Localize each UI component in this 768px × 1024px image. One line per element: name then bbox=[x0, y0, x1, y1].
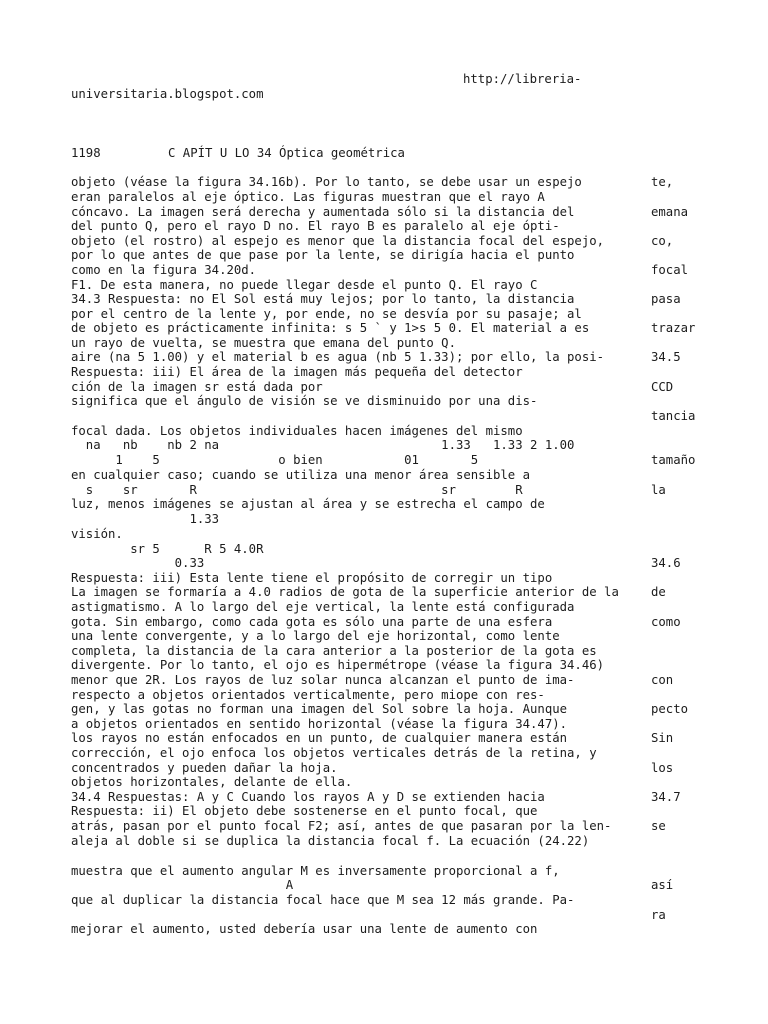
source-url-line-1[interactable]: http://libreria- bbox=[463, 72, 582, 86]
text-line: gota. Sin embargo, como cada gota es sólo una parte de una esfera bbox=[71, 615, 553, 629]
source-url-line-2[interactable]: universitaria.blogspot.com bbox=[71, 87, 264, 101]
margin-word: se bbox=[651, 819, 666, 833]
text-line: concentrados y pueden dañar la hoja. bbox=[71, 761, 338, 775]
margin-word: pecto bbox=[651, 702, 689, 716]
equation-line: 1 5 o bien 01 5 bbox=[71, 453, 479, 467]
equation-line: na nb nb 2 na 1.33 1.33 2 1.00 bbox=[71, 438, 575, 452]
text-line: de objeto es prácticamente infinita: s 5 ` y 1>s 5 0. El material a es bbox=[71, 321, 590, 335]
margin-word: con bbox=[651, 673, 674, 687]
text-line: respecto a objetos orientados verticalmente, pero miope con res- bbox=[71, 688, 545, 702]
text-line: La imagen se formaría a 4.0 radios de gota de la superficie anterior de la bbox=[71, 585, 619, 599]
text-line: en cualquier caso; cuando se utiliza una menor área sensible a bbox=[71, 468, 531, 482]
margin-word: co, bbox=[651, 234, 674, 248]
text-line: una lente convergente, y a lo largo del eje horizontal, como lente bbox=[71, 629, 560, 643]
text-line: objeto (véase la figura 34.16b). Por lo tanto, se debe usar un espejo bbox=[71, 175, 582, 189]
text-line: menor que 2R. Los rayos de luz solar nunca alcanzan el punto de ima- bbox=[71, 673, 575, 687]
equation-line: s sr R sr R bbox=[71, 483, 523, 497]
text-line: 34.3 Respuesta: no El Sol está muy lejos; por lo tanto, la distancia bbox=[71, 292, 575, 306]
text-line: Respuesta: iii) El área de la imagen más pequeña del detector bbox=[71, 365, 523, 379]
page-number: 1198 bbox=[71, 146, 101, 160]
text-line: Respuesta: iii) Esta lente tiene el propósito de corregir un tipo bbox=[71, 571, 553, 585]
margin-word: CCD bbox=[651, 380, 674, 394]
text-line: corrección, el ojo enfoca los objetos verticales detrás de la retina, y bbox=[71, 746, 597, 760]
equation-line: sr 5 R 5 4.0R bbox=[71, 542, 264, 556]
text-line: objetos horizontales, delante de ella. bbox=[71, 775, 353, 789]
margin-word: la bbox=[651, 483, 666, 497]
text-line: los rayos no están enfocados en un punto, de cualquier manera están bbox=[71, 731, 568, 745]
text-line: eran paralelos al eje óptico. Las figuras muestran que el rayo A bbox=[71, 190, 545, 204]
text-line: a objetos orientados en sentido horizontal (véase la figura 34.47). bbox=[71, 717, 568, 731]
text-line: divergente. Por lo tanto, el ojo es hipermétrope (véase la figura 34.46) bbox=[71, 658, 605, 672]
text-line: por el centro de la lente y, por ende, no se desvía por su pasaje; al bbox=[71, 307, 582, 321]
text-line: mejorar el aumento, usted debería usar una lente de aumento con bbox=[71, 922, 538, 936]
margin-word: Sin bbox=[651, 731, 674, 745]
margin-word: tancia bbox=[651, 409, 696, 423]
equation-line: A bbox=[71, 878, 294, 892]
chapter-heading: C APÍT U LO 34 Óptica geométrica bbox=[168, 146, 405, 160]
margin-word: pasa bbox=[651, 292, 681, 306]
text-line: completa, la distancia de la cara anterior a la posterior de la gota es bbox=[71, 644, 597, 658]
text-line: luz, menos imágenes se ajustan al área y se estrecha el campo de bbox=[71, 497, 545, 511]
text-line: objeto (el rostro) al espejo es menor que la distancia focal del espejo, bbox=[71, 234, 605, 248]
margin-word: ra bbox=[651, 908, 666, 922]
text-line: aleja al doble si se duplica la distancia focal f. La ecuación (24.22) bbox=[71, 834, 590, 848]
text-line: aire (na 5 1.00) y el material b es agua (nb 5 1.33); por ello, la posi- bbox=[71, 350, 605, 364]
margin-word: focal bbox=[651, 263, 689, 277]
equation-line: 0.33 bbox=[71, 556, 205, 570]
text-line: ción de la imagen sr está dada por bbox=[71, 380, 323, 394]
text-line: F1. De esta manera, no puede llegar desde el punto Q. El rayo C bbox=[71, 278, 538, 292]
text-line: por lo que antes de que pase por la lente, se dirigía hacia el punto bbox=[71, 248, 575, 262]
margin-word: 34.7 bbox=[651, 790, 681, 804]
text-line: atrás, pasan por el punto focal F2; así, antes de que pasaran por la len- bbox=[71, 819, 612, 833]
text-line: focal dada. Los objetos individuales hacen imágenes del mismo bbox=[71, 424, 523, 438]
margin-word: trazar bbox=[651, 321, 696, 335]
text-line: gen, y las gotas no forman una imagen del Sol sobre la hoja. Aunque bbox=[71, 702, 568, 716]
text-line: muestra que el aumento angular M es inversamente proporcional a f, bbox=[71, 864, 560, 878]
margin-word: como bbox=[651, 615, 681, 629]
text-line: un rayo de vuelta, se muestra que emana del punto Q. bbox=[71, 336, 456, 350]
text-line: del punto Q, pero el rayo D no. El rayo B es paralelo al eje ópti- bbox=[71, 219, 560, 233]
text-line: visión. bbox=[71, 527, 123, 541]
margin-word: tamaño bbox=[651, 453, 696, 467]
margin-word: los bbox=[651, 761, 674, 775]
margin-word: de bbox=[651, 585, 666, 599]
text-line: 34.4 Respuestas: A y C Cuando los rayos A y D se extienden hacia bbox=[71, 790, 545, 804]
text-line: significa que el ángulo de visión se ve disminuido por una dis- bbox=[71, 394, 538, 408]
margin-word: emana bbox=[651, 205, 689, 219]
margin-word: así bbox=[651, 878, 674, 892]
margin-word: 34.6 bbox=[651, 556, 681, 570]
text-line: cóncavo. La imagen será derecha y aumentada sólo si la distancia del bbox=[71, 205, 575, 219]
margin-word: 34.5 bbox=[651, 350, 681, 364]
equation-line: 1.33 bbox=[71, 512, 220, 526]
text-line: Respuesta: ii) El objeto debe sostenerse en el punto focal, que bbox=[71, 804, 538, 818]
margin-word: te, bbox=[651, 175, 674, 189]
text-line: que al duplicar la distancia focal hace que M sea 12 más grande. Pa- bbox=[71, 893, 575, 907]
text-line: astigmatismo. A lo largo del eje vertical, la lente está configurada bbox=[71, 600, 575, 614]
text-line: como en la figura 34.20d. bbox=[71, 263, 257, 277]
